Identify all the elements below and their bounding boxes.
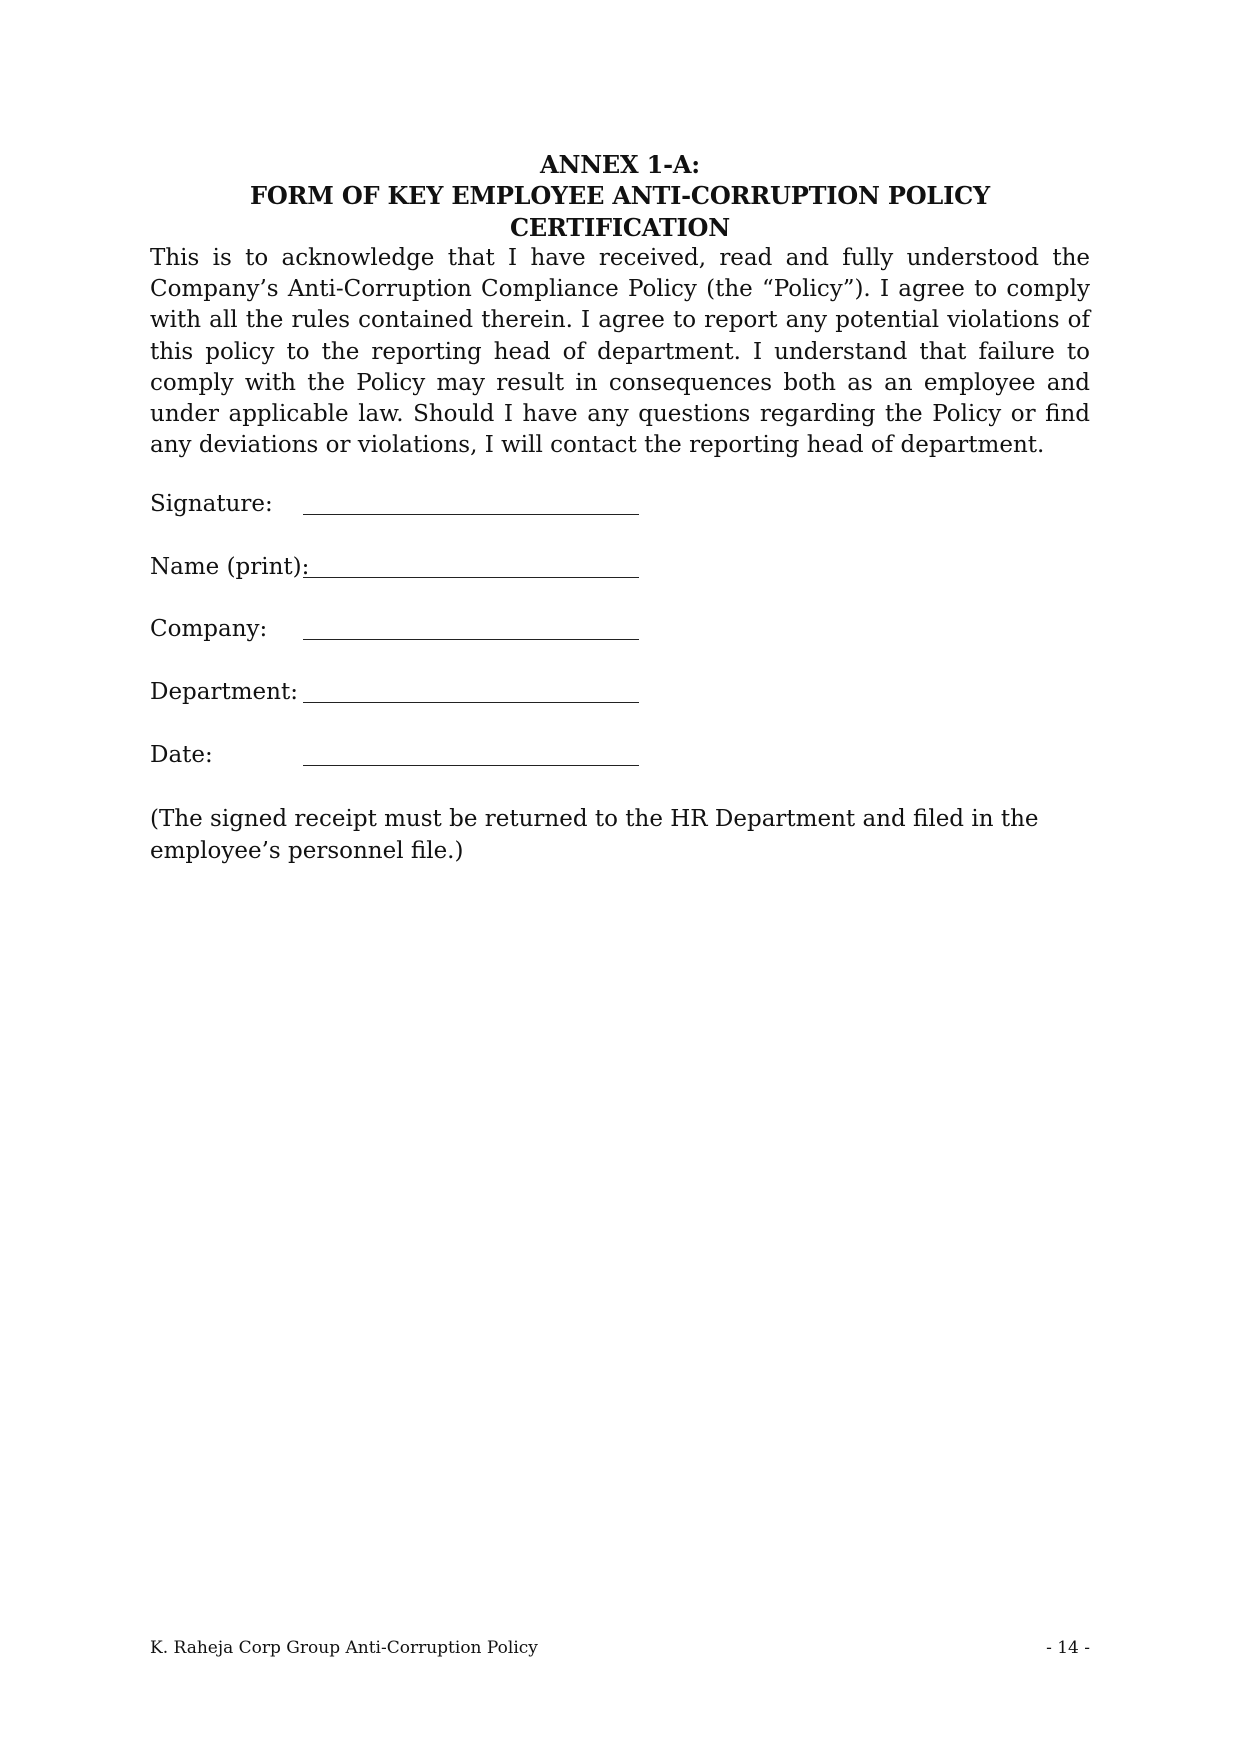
footer-document-title: K. Raheja Corp Group Anti-Corruption Policy <box>150 1638 538 1658</box>
form-title: FORM OF KEY EMPLOYEE ANTI-CORRUPTION POLICY CERTIFICATION <box>250 181 990 242</box>
signature-label: Signature: <box>150 491 273 517</box>
company-line[interactable] <box>303 639 639 640</box>
company-label: Company: <box>150 616 268 642</box>
signature-field[interactable] <box>150 488 650 520</box>
department-field[interactable] <box>150 676 650 708</box>
note-line-1: (The signed receipt must be returned to the HR Department and filed in the <box>150 806 1039 832</box>
footer-page-number: - 14 - <box>1046 1638 1090 1658</box>
name-print-field[interactable] <box>150 551 650 583</box>
note-line-2: employee’s personnel file.) <box>150 838 464 864</box>
date-line[interactable] <box>303 765 639 766</box>
name-print-line[interactable] <box>303 577 639 578</box>
department-label: Department: <box>150 679 298 705</box>
date-field[interactable] <box>150 739 650 771</box>
acknowledgement-paragraph: This is to acknowledge that I have received, read and fully understood the Company’s Anti-Corruption Compliance Policy (the “Policy”). I agree to comply with all the rules contained therein. I agree to report any potential violations of this policy to the reporting head of department. I understand that failure to comply with the Policy may result in consequences both as an employee and under applicable law. Should I have any questions regarding the Policy or find any deviations or violations, I will contact the reporting head of department. <box>150 245 1090 459</box>
return-instructions-note <box>150 803 1050 867</box>
department-line[interactable] <box>303 702 639 703</box>
name-print-label: Name (print): <box>150 554 310 580</box>
signature-line[interactable] <box>303 514 639 515</box>
company-field[interactable] <box>150 613 650 645</box>
annex-title: ANNEX 1-A: <box>540 150 700 179</box>
date-label: Date: <box>150 742 213 768</box>
